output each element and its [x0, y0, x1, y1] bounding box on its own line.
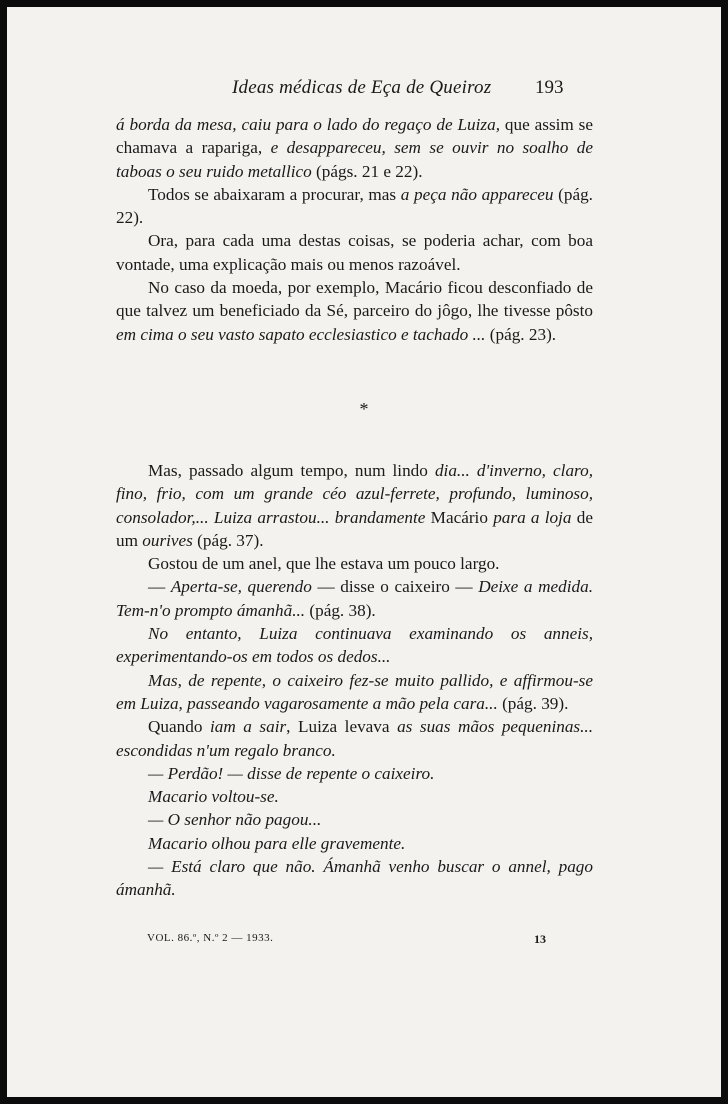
text-run: — [148, 577, 171, 597]
text-run: (pág. 23). [485, 324, 557, 344]
paragraph [116, 113, 593, 183]
text-run: (pág. 39). [497, 693, 569, 713]
text-run: (págs. 21 e 22). [311, 161, 423, 181]
text-run: — disse o caixeiro — [311, 577, 479, 597]
italic-run: para a loja [493, 507, 572, 527]
text-run: que assim se chamava a rapariga, [116, 115, 593, 158]
italic-run: — O senhor não pagou... [148, 810, 322, 830]
paragraph [116, 762, 593, 785]
paragraph [116, 276, 593, 346]
text-run: , Luiza levava [286, 717, 398, 737]
text-run: Quando [148, 717, 210, 737]
italic-run: — Perdão! — disse de repente o caixeiro. [148, 763, 435, 783]
text-run: Mas, passado algum tempo, num lindo [148, 461, 435, 480]
text-run: (pág. 38). [305, 600, 376, 620]
italic-run: e desappareceu, sem se ouvir no soalho de taboas o seu ruido metallico [116, 138, 593, 181]
italic-run: á borda da mesa, caiu para o lado do regaço de Luiza, [116, 115, 500, 134]
italic-run: em cima o seu vasto sapato ecclesiastico e tachado ... [116, 324, 486, 344]
paragraph [116, 832, 593, 855]
running-title: Ideas médicas de Eça de Queiroz [232, 77, 492, 98]
paragraph: Gostou de um anel, que lhe estava um pouco largo. [148, 554, 500, 574]
sheet-number: 13 [534, 932, 546, 946]
paragraph [116, 183, 593, 230]
paragraph [116, 715, 593, 762]
page-number: 193 [535, 77, 564, 98]
text-run: de um [116, 507, 593, 550]
section-separator: * [359, 399, 369, 419]
section-two [116, 459, 593, 902]
italic-run: Mas, de repente, o caixeiro fez-se muito pallido, e affirmou-se em Luiza, passeando vagarosamente a mão pela cara... [116, 670, 593, 713]
paragraph: Ora, para cada uma destas coisas, se poderia achar, com boa vontade, uma explicação mais ou menos razoável. [116, 231, 593, 274]
text-run: No caso da moeda, por exemplo, Macário ficou desconfiado de que talvez um beneficiado da Sé, parceiro do jôgo, lhe tivesse pôsto [116, 278, 593, 321]
paragraph [116, 785, 593, 808]
italic-run: ourives [142, 530, 193, 550]
italic-run: iam a sair [209, 717, 287, 737]
text-run: (pág. 37). [192, 530, 264, 550]
italic-run: a peça não appareceu [400, 184, 554, 204]
page-header [7, 77, 721, 107]
italic-run: dia... d'inverno, claro, fino, frio, com um grande céo azul-ferrete, profundo, luminoso, consolador,... Luiza arrastou... brandamente [116, 461, 593, 527]
italic-run: Macario voltou-se. [148, 787, 279, 807]
paragraph [116, 622, 593, 669]
printer-signature: VOL. 86.º, N.º 2 — 1933. [147, 932, 274, 944]
italic-run: — Está claro que não. Ámanhã venho buscar o annel, pago ámanhã. [116, 857, 593, 900]
text-run: Todos se abaixaram a procurar, mas [148, 184, 401, 204]
book-page [7, 7, 721, 1097]
italic-run: Aperta-se, querendo [170, 577, 312, 597]
italic-run: Macario olhou para elle gravemente. [148, 833, 406, 853]
paragraph [116, 808, 593, 831]
italic-run: Deixe a medida. Tem-n'o prompto ámanhã... [116, 577, 594, 620]
text-run: Macário [425, 507, 494, 527]
section-one [116, 113, 593, 346]
paragraph [116, 669, 593, 716]
italic-run: No entanto, Luiza continuava examinando os anneis, experimentando-os em todos os dedos... [116, 624, 593, 667]
paragraph [116, 575, 593, 622]
paragraph [116, 855, 593, 902]
paragraph [116, 459, 593, 552]
text-run: (pág. 22). [116, 184, 593, 228]
italic-run: as suas mãos pequeninas... escondidas n'um regalo branco. [116, 717, 593, 760]
